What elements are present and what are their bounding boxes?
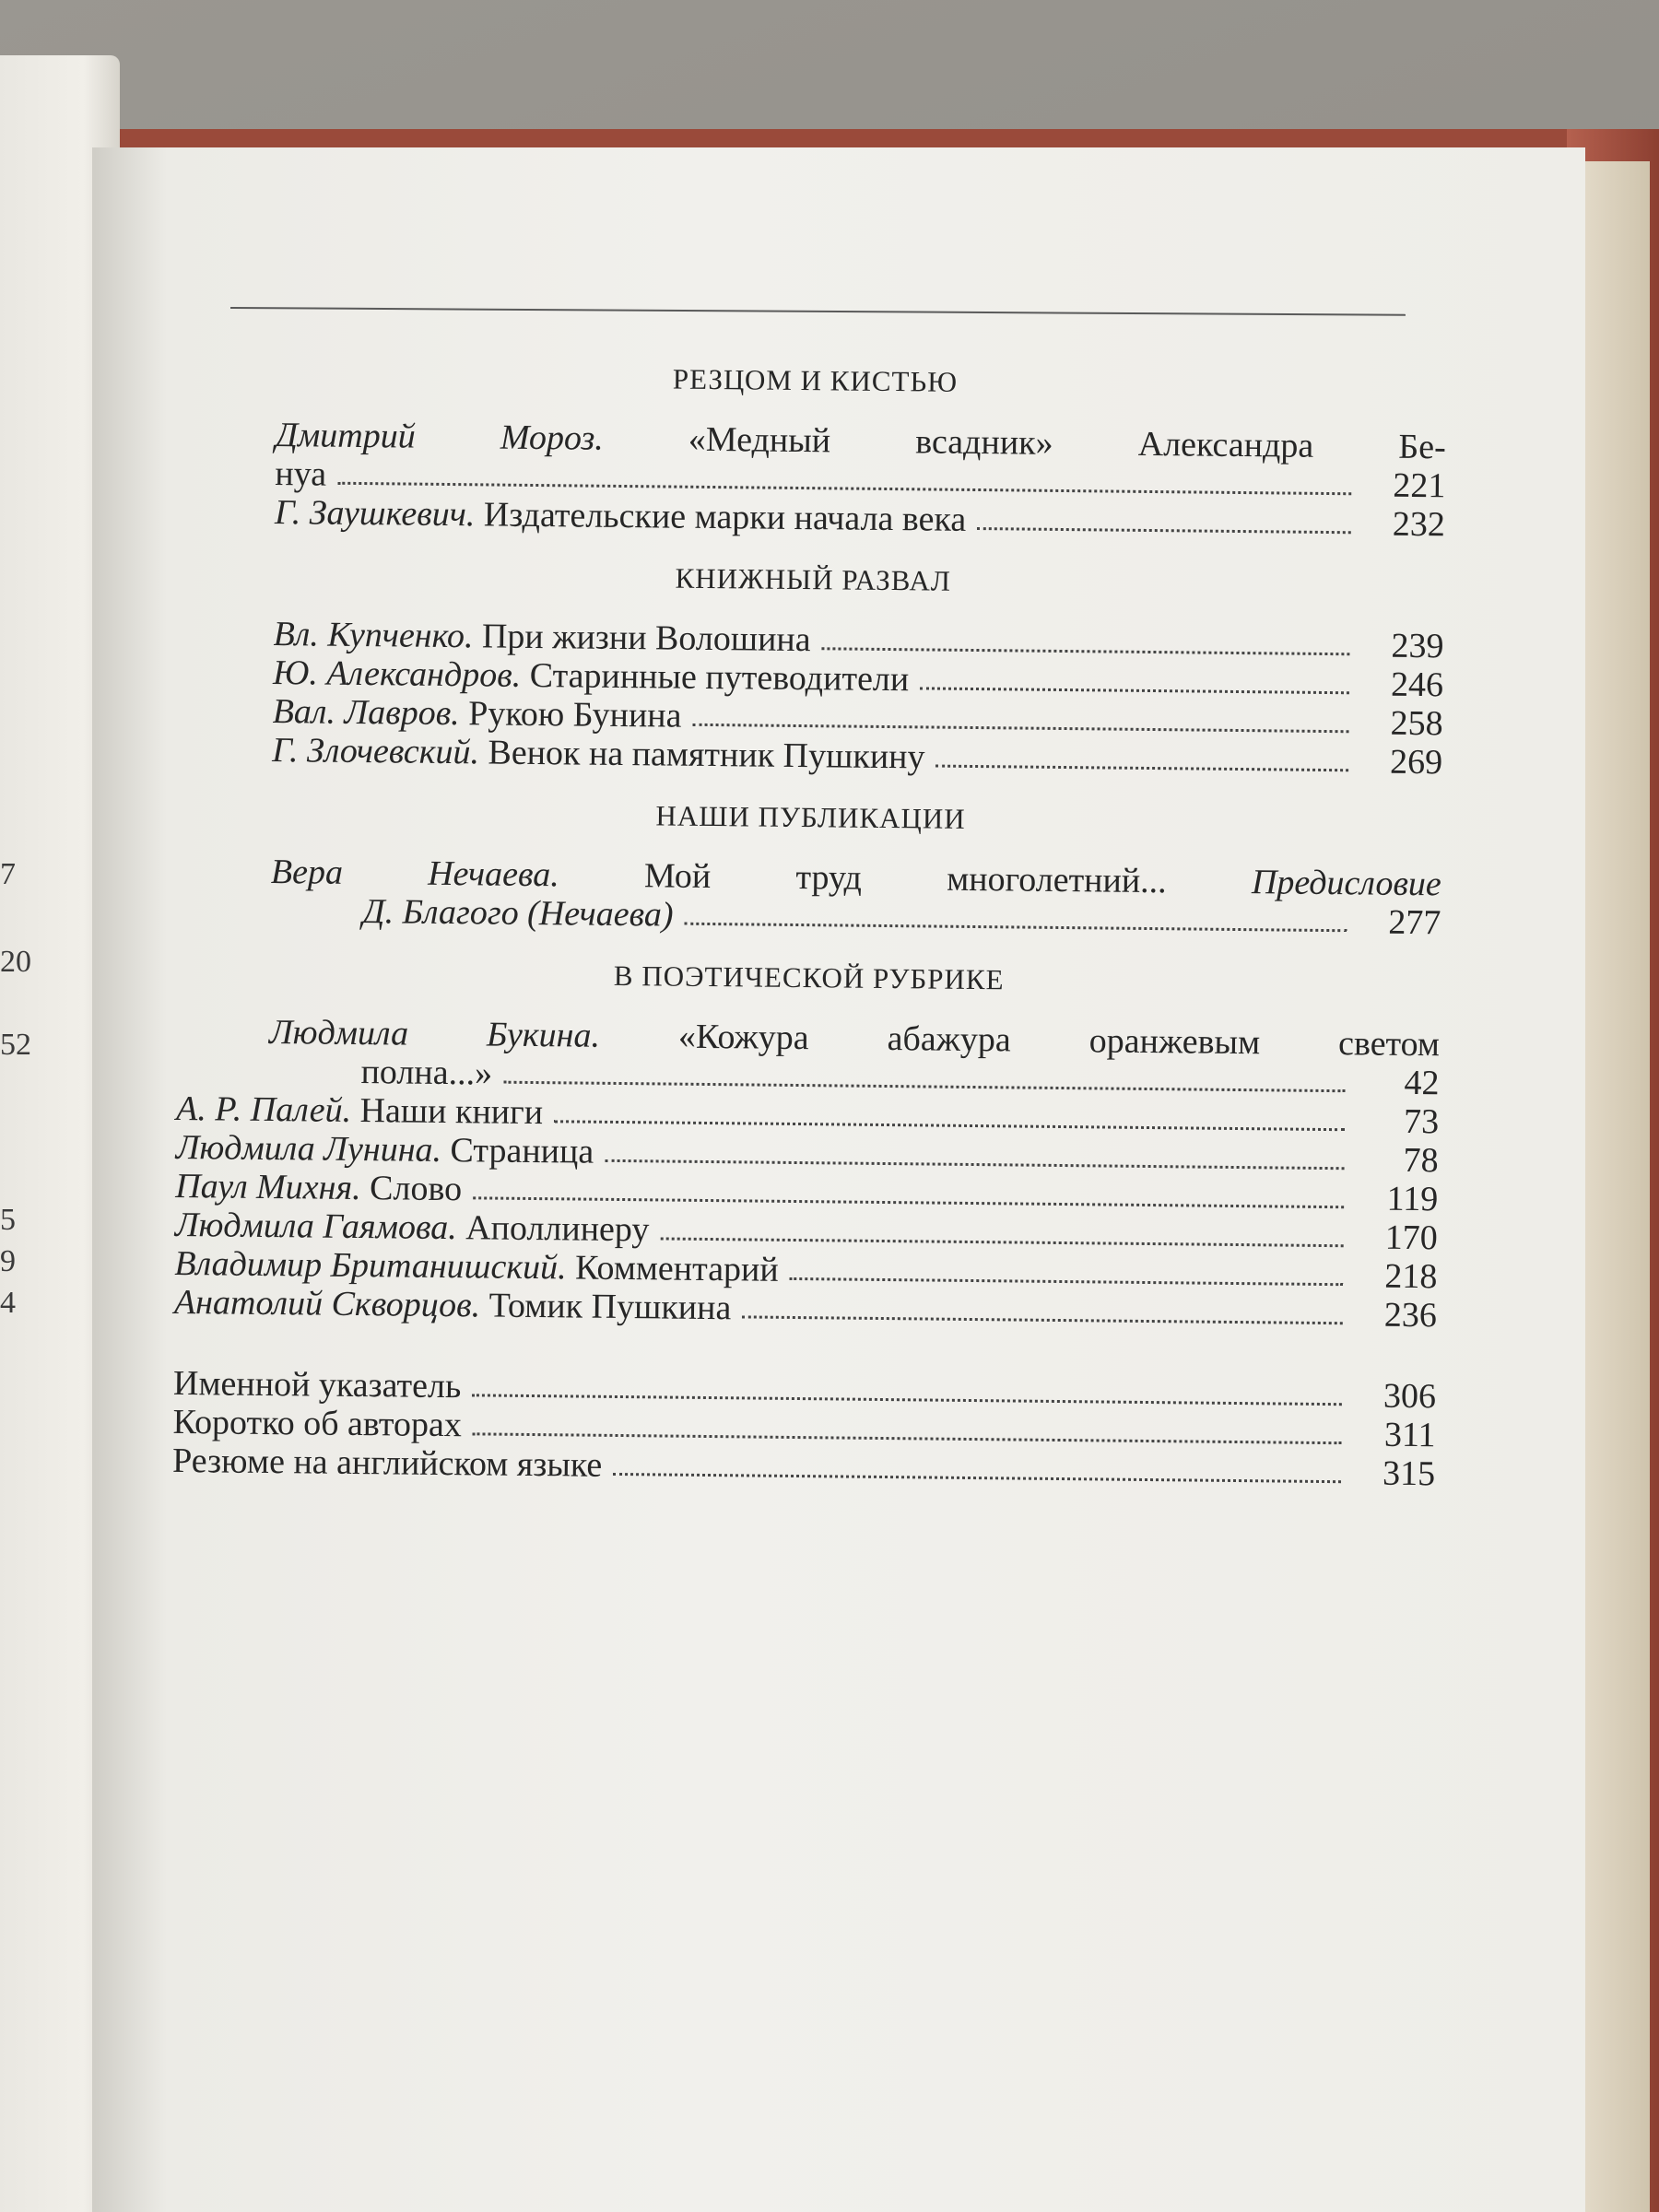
left-page-number: 52 xyxy=(0,1028,31,1062)
entry-page: 218 xyxy=(1384,1256,1438,1297)
section-heading: КНИЖНЫЙ РАЗВАЛ xyxy=(675,561,952,597)
entry-page: 306 xyxy=(1382,1376,1437,1417)
entry-title: Коротко об авторах xyxy=(172,1402,463,1445)
entry-title: Венок на памятник Пушкину xyxy=(488,733,925,777)
entry-author: Вл. Купченко. xyxy=(273,615,474,656)
dot-leader xyxy=(977,525,1351,534)
entry-title: Рукою Бунина xyxy=(467,694,682,735)
entry-author: Владимир Британишский. xyxy=(174,1243,567,1288)
entry-title-continued: Д. Благого (Нечаева) xyxy=(362,892,674,935)
entry-page: 232 xyxy=(1392,504,1446,545)
entry-author: Людмила Букина. xyxy=(268,1013,601,1055)
entry-author: Дмитрий Мороз. xyxy=(275,416,605,458)
dot-leader xyxy=(337,480,1351,496)
entry-author: Г. Заушкевич. xyxy=(274,493,476,535)
entry-page: 170 xyxy=(1384,1218,1438,1258)
entry-title: Именной указатель xyxy=(172,1363,462,1406)
dot-leader xyxy=(605,1158,1345,1170)
toc-entry xyxy=(176,1012,1440,1102)
entry-title-continued: нуа xyxy=(275,454,327,494)
entry-title: Издательские марки начала века xyxy=(483,495,967,539)
entry-title: Комментарий xyxy=(574,1248,779,1289)
entry-title: Аполлинеру xyxy=(465,1208,650,1250)
entry-author: Людмила Гаямова. xyxy=(174,1205,457,1248)
back-matter xyxy=(172,1364,1436,1493)
entry-page: 119 xyxy=(1386,1179,1439,1219)
left-page-number: 7 xyxy=(0,857,16,891)
entry-page: 269 xyxy=(1389,742,1443,782)
section-heading: В ПОЭТИЧЕСКОЙ РУБРИКЕ xyxy=(613,959,1005,996)
entry-author: Вера Нечаева. xyxy=(270,853,559,895)
entry-title: Страница xyxy=(450,1131,594,1171)
entry-page: 236 xyxy=(1383,1295,1438,1335)
left-page-number: 20 xyxy=(0,945,31,979)
toc-entry xyxy=(178,852,1441,942)
entry-title: При жизни Волошина xyxy=(481,617,811,660)
entry-page: 277 xyxy=(1388,902,1441,943)
dot-leader xyxy=(613,1471,1341,1483)
section-heading: НАШИ ПУБЛИКАЦИИ xyxy=(655,799,966,835)
toc-entry xyxy=(182,415,1446,505)
entry-page: 258 xyxy=(1390,703,1443,744)
dot-leader xyxy=(660,1235,1343,1247)
entry-title: Томик Пушкина xyxy=(488,1286,732,1328)
entry-page: 78 xyxy=(1403,1140,1439,1181)
entry-page: 239 xyxy=(1391,626,1444,666)
dot-leader xyxy=(935,763,1348,772)
entry-page: 311 xyxy=(1383,1415,1436,1455)
endpaper-strip xyxy=(1585,161,1650,2212)
entry-page: 221 xyxy=(1393,465,1446,506)
dot-leader xyxy=(503,1079,1346,1093)
entry-author: Ю. Александров. xyxy=(272,653,522,695)
entry-page: 73 xyxy=(1403,1101,1440,1142)
entry-title: Резюме на английском языке xyxy=(171,1441,603,1485)
dot-leader xyxy=(790,1276,1344,1286)
dot-leader xyxy=(473,1430,1342,1444)
section-heading: РЕЗЦОМ И КИСТЬЮ xyxy=(672,362,959,398)
entry-author: Людмила Лунина. xyxy=(175,1127,442,1170)
entry-title: Слово xyxy=(369,1169,463,1209)
entry-title: Старинные путеводители xyxy=(529,655,910,700)
dot-leader xyxy=(822,645,1350,655)
dot-leader xyxy=(554,1118,1345,1131)
table-of-contents xyxy=(172,332,1447,1493)
entry-title-continued: полна...» xyxy=(360,1053,493,1093)
entry-author: Г. Злочевский. xyxy=(272,731,480,772)
dot-leader xyxy=(742,1313,1343,1324)
entry-title: Наши книги xyxy=(359,1091,544,1133)
left-page-number: 9 xyxy=(0,1244,16,1278)
entry-author: Вал. Лавров. xyxy=(272,692,460,734)
left-page-number: 4 xyxy=(0,1286,16,1320)
dot-leader xyxy=(692,722,1348,733)
entry-author: А. Р. Палей. xyxy=(175,1088,352,1130)
dot-leader xyxy=(472,1392,1342,1406)
entry-note: Предисловие xyxy=(1251,863,1442,904)
entry-title: «Кожура абажура оранжевым светом xyxy=(677,1017,1441,1065)
entry-page: 246 xyxy=(1390,665,1444,705)
entry-author: Паул Михня. xyxy=(175,1166,361,1208)
entry-page: 42 xyxy=(1404,1063,1440,1103)
entry-author: Анатолий Скворцов. xyxy=(173,1282,481,1325)
entry-title: Мой труд многолетний... xyxy=(643,856,1167,901)
entry-title: «Медный всадник» Александра Бе- xyxy=(688,419,1446,467)
dot-leader xyxy=(473,1194,1344,1208)
dot-leader xyxy=(684,921,1347,933)
left-page-number: 5 xyxy=(0,1203,16,1237)
entry-page: 315 xyxy=(1382,1453,1436,1494)
dot-leader xyxy=(920,685,1349,694)
